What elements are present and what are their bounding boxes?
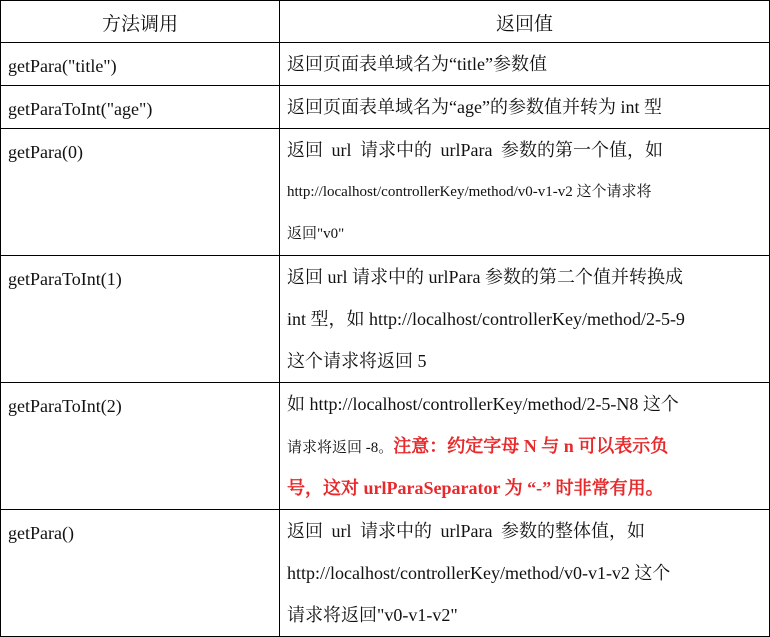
warning-note: 注意：约定字母 N 与 n 可以表示负	[393, 436, 669, 456]
method-cell: getParaToInt(2)	[1, 383, 280, 510]
table-header-row	[1, 1, 770, 43]
table-row	[1, 86, 770, 129]
return-text: 请求将返回 -8。	[287, 440, 394, 456]
method-cell: getPara("title")	[1, 43, 280, 86]
table-row	[1, 256, 770, 383]
table-row	[1, 510, 770, 637]
method-cell: getPara(0)	[1, 129, 280, 256]
return-line: 返回 url 请求中的 urlPara 参数的整体值，如	[287, 521, 645, 541]
return-line: 返回 url 请求中的 urlPara 参数的第一个值，如	[287, 140, 663, 160]
table-row	[1, 129, 770, 256]
method-cell: getParaToInt(1)	[1, 256, 280, 383]
return-cell	[280, 256, 770, 383]
method-cell: getParaToInt("age")	[1, 86, 280, 129]
return-cell	[280, 86, 770, 129]
return-line: 返回页面表单域名为“title”参数值	[287, 54, 547, 74]
return-line: http://localhost/controllerKey/method/v0-v1-v2 这个	[287, 563, 671, 583]
return-line: 返回"v0"	[287, 226, 345, 242]
return-line: 请求将返回"v0-v1-v2"	[287, 605, 458, 625]
return-cell	[280, 43, 770, 86]
table-row	[1, 383, 770, 510]
return-line: 这个请求将返回 5	[287, 351, 427, 371]
return-line: 返回 url 请求中的 urlPara 参数的第二个值并转换成	[287, 267, 683, 287]
return-line: 如 http://localhost/controllerKey/method/2-5-N8 这个	[287, 394, 679, 414]
return-cell	[280, 383, 770, 510]
warning-note: 号，这对 urlParaSeparator 为 “-” 时非常有用。	[287, 478, 664, 498]
method-cell: getPara()	[1, 510, 280, 637]
return-line	[287, 425, 762, 467]
header-return: 返回值	[280, 1, 770, 43]
return-line: http://localhost/controllerKey/method/v0-v1-v2 这个请求将	[287, 184, 652, 200]
header-method: 方法调用	[1, 1, 280, 43]
return-line: int 型，如 http://localhost/controllerKey/method/2-5-9	[287, 309, 685, 329]
return-line: 返回页面表单域名为“age”的参数值并转为 int 型	[287, 97, 662, 117]
table-row	[1, 43, 770, 86]
return-cell	[280, 510, 770, 637]
return-cell	[280, 129, 770, 256]
